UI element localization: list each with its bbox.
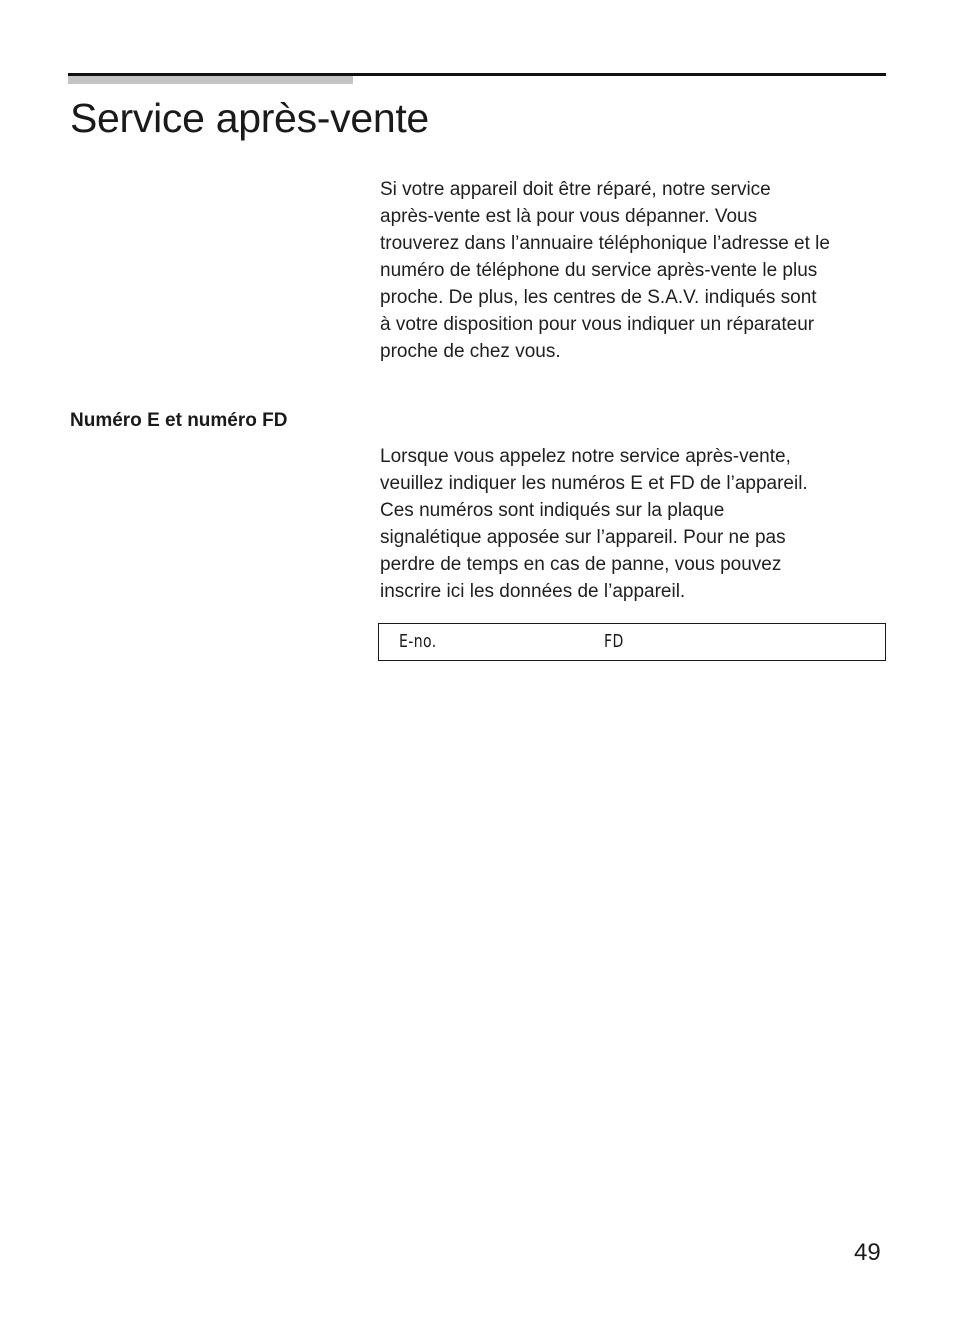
section-line: Lorsque vous appelez notre service après-vente, (380, 446, 791, 467)
section-line: inscrire ici les données de l’appareil. (380, 581, 686, 602)
intro-line: proche de chez vous. (380, 341, 561, 362)
intro-line: numéro de téléphone du service après-vente le plus (380, 260, 818, 281)
intro-paragraph (380, 176, 885, 365)
section-heading: Numéro E et numéro FD (70, 410, 288, 431)
page-title: Service après-vente (70, 95, 429, 141)
section-line: veuillez indiquer les numéros E et FD de l’appareil. (380, 473, 808, 494)
appliance-data-field[interactable] (378, 623, 886, 661)
intro-line: à votre disposition pour vous indiquer un réparateur (380, 314, 815, 335)
intro-line: Si votre appareil doit être réparé, notre service (380, 179, 771, 200)
intro-line: trouverez dans l’annuaire téléphonique l’adresse et le (380, 233, 830, 254)
e-no-label: E-no. (399, 631, 437, 652)
intro-line: après-vente est là pour vous dépanner. Vous (380, 206, 758, 227)
section-line: signalétique apposée sur l’appareil. Pour ne pas (380, 527, 786, 548)
section-line: Ces numéros sont indiqués sur la plaque (380, 500, 725, 521)
fd-label: FD (604, 631, 624, 652)
section-paragraph (380, 443, 885, 605)
page-number: 49 (854, 1239, 881, 1266)
intro-line: proche. De plus, les centres de S.A.V. indiqués sont (380, 287, 817, 308)
section-line: perdre de temps en cas de panne, vous pouvez (380, 554, 782, 575)
header-accent-bar (68, 76, 353, 84)
